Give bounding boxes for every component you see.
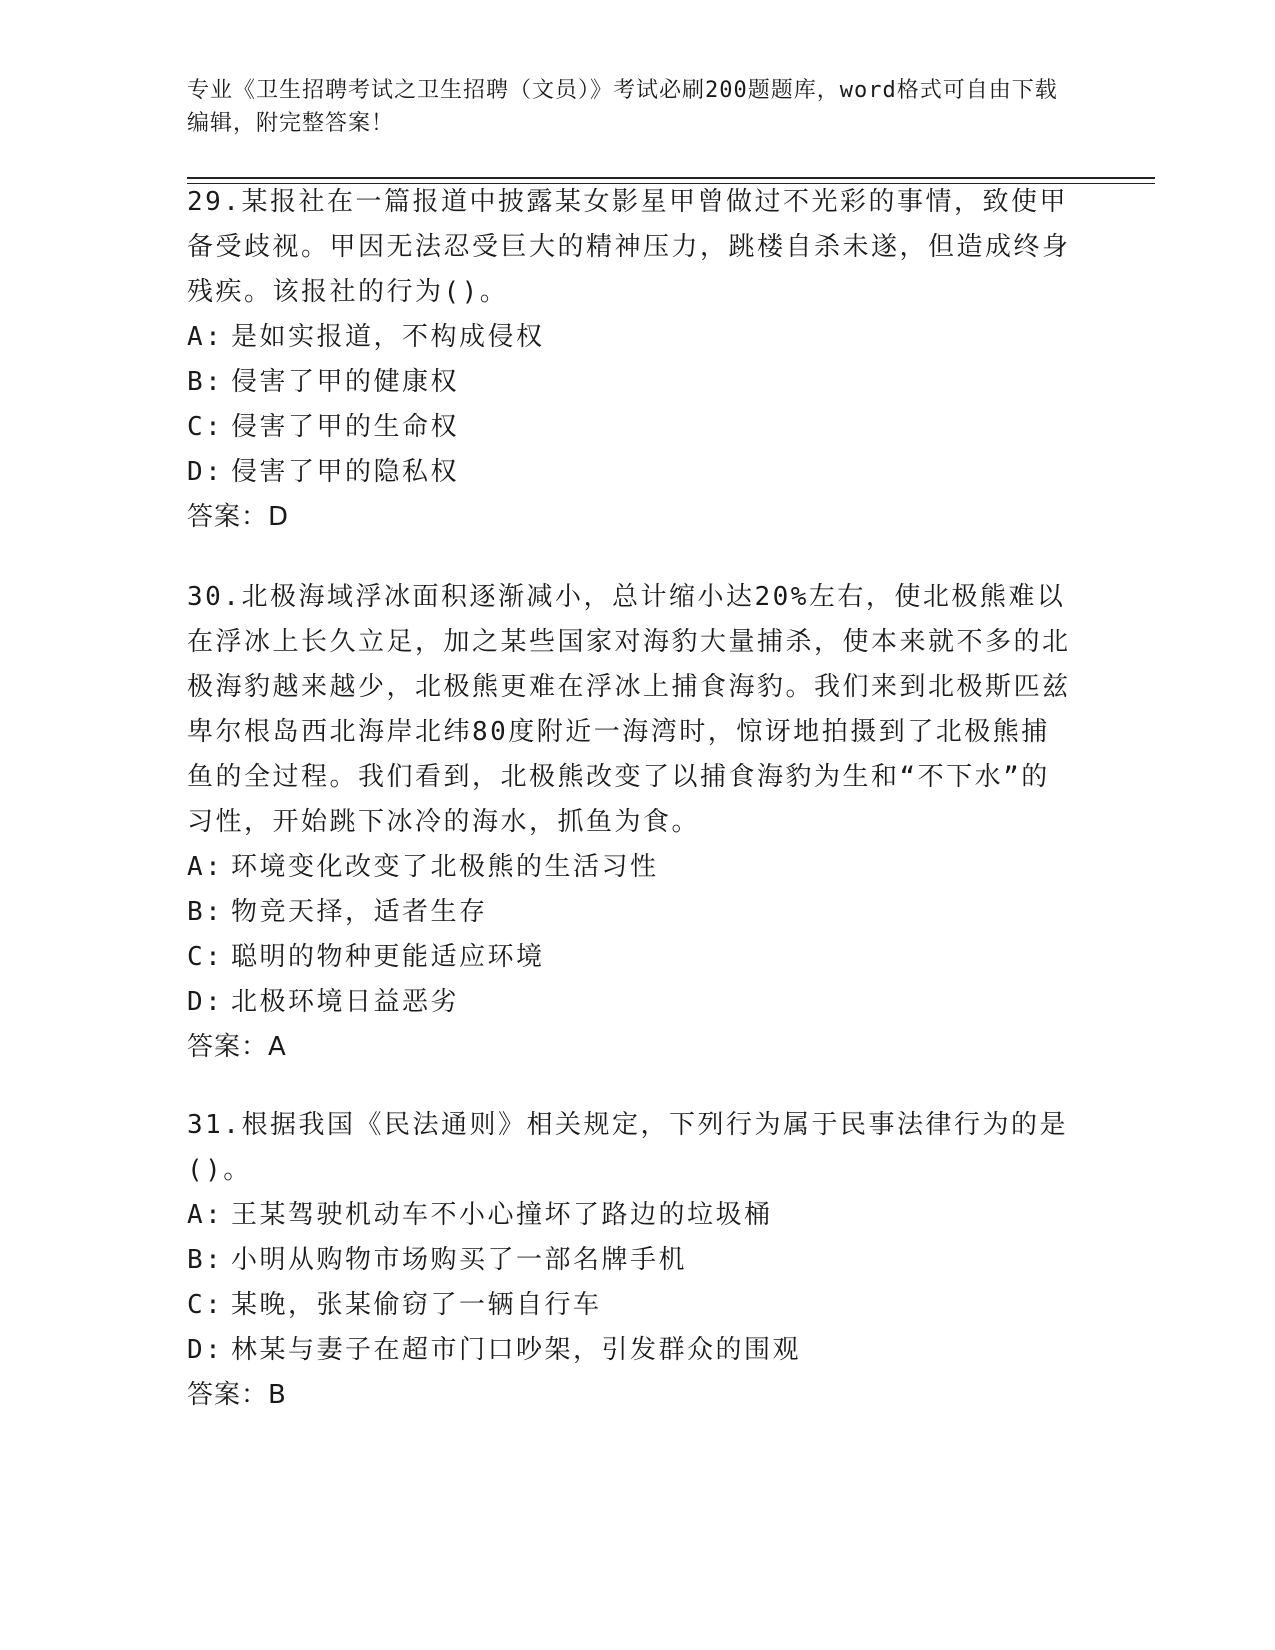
answer: 答案：D	[187, 502, 290, 532]
option-text: 侵害了甲的隐私权	[231, 457, 460, 487]
option-a	[187, 845, 1077, 890]
option-letter: B:	[187, 1245, 224, 1275]
option-a	[187, 315, 1077, 360]
option-text: 侵害了甲的生命权	[231, 412, 460, 442]
question-stem: 29.某报社在一篇报道中披露某女影星甲曾做过不光彩的事情，致使甲备受歧视。甲因无法忍受巨大的精神压力，跳楼自杀未遂，但造成终身残疾。该报社的行为()。	[187, 187, 1071, 307]
option-letter: D:	[187, 457, 224, 487]
option-letter: C:	[187, 412, 224, 442]
option-letter: B:	[187, 897, 224, 927]
option-b	[187, 1238, 1077, 1283]
option-b	[187, 890, 1077, 935]
question-stem: 31.根据我国《民法通则》相关规定，下列行为属于民事法律行为的是()。	[187, 1110, 1068, 1185]
option-letter: A:	[187, 1200, 224, 1230]
option-letter: A:	[187, 852, 224, 882]
option-d	[187, 450, 1077, 495]
option-text: 物竞天择，适者生存	[231, 897, 488, 927]
answer: 答案：B	[187, 1380, 287, 1410]
option-text: 北极环境日益恶劣	[231, 987, 460, 1017]
question-31	[187, 1103, 1077, 1418]
option-text: 王某驾驶机动车不小心撞坏了路边的垃圾桶	[231, 1200, 773, 1230]
header-divider-thick	[187, 177, 1155, 179]
option-text: 是如实报道，不构成侵权	[231, 322, 545, 352]
document-header: 专业《卫生招聘考试之卫生招聘（文员）》考试必刷200题题库，word格式可自由下载编辑，附完整答案！	[187, 78, 1058, 136]
option-letter: C:	[187, 942, 224, 972]
option-c	[187, 935, 1077, 980]
option-a	[187, 1193, 1077, 1238]
option-text: 小明从购物市场购买了一部名牌手机	[231, 1245, 688, 1275]
option-text: 林某与妻子在超市门口吵架，引发群众的围观	[231, 1335, 802, 1365]
option-letter: D:	[187, 987, 224, 1017]
option-b	[187, 360, 1077, 405]
option-letter: B:	[187, 367, 224, 397]
option-letter: C:	[187, 1290, 224, 1320]
option-c	[187, 1283, 1077, 1328]
option-text: 聪明的物种更能适应环境	[231, 942, 545, 972]
option-text: 环境变化改变了北极熊的生活习性	[231, 852, 659, 882]
option-letter: D:	[187, 1335, 224, 1365]
question-29	[187, 180, 1077, 540]
option-d	[187, 1328, 1077, 1373]
option-c	[187, 405, 1077, 450]
question-30	[187, 575, 1077, 1070]
answer: 答案：A	[187, 1032, 287, 1062]
option-letter: A:	[187, 322, 224, 352]
option-d	[187, 980, 1077, 1025]
question-stem: 30.北极海域浮冰面积逐渐减小，总计缩小达20%左右，使北极熊难以在浮冰上长久立足，加之某些国家对海豹大量捕杀，使本来就不多的北极海豹越来越少，北极熊更难在浮冰上捕食海豹。我们来到北极斯匹兹卑尔根岛西北海岸北纬80度附近一海湾时，惊讶地拍摄到了北极熊捕鱼的全过程。我们看到，北极熊改变了以捕食海豹为生和“不下水”的习性，开始跳下冰冷的海水，抓鱼为食。	[187, 582, 1071, 837]
option-text: 某晚，张某偷窃了一辆自行车	[231, 1290, 602, 1320]
option-text: 侵害了甲的健康权	[231, 367, 460, 397]
